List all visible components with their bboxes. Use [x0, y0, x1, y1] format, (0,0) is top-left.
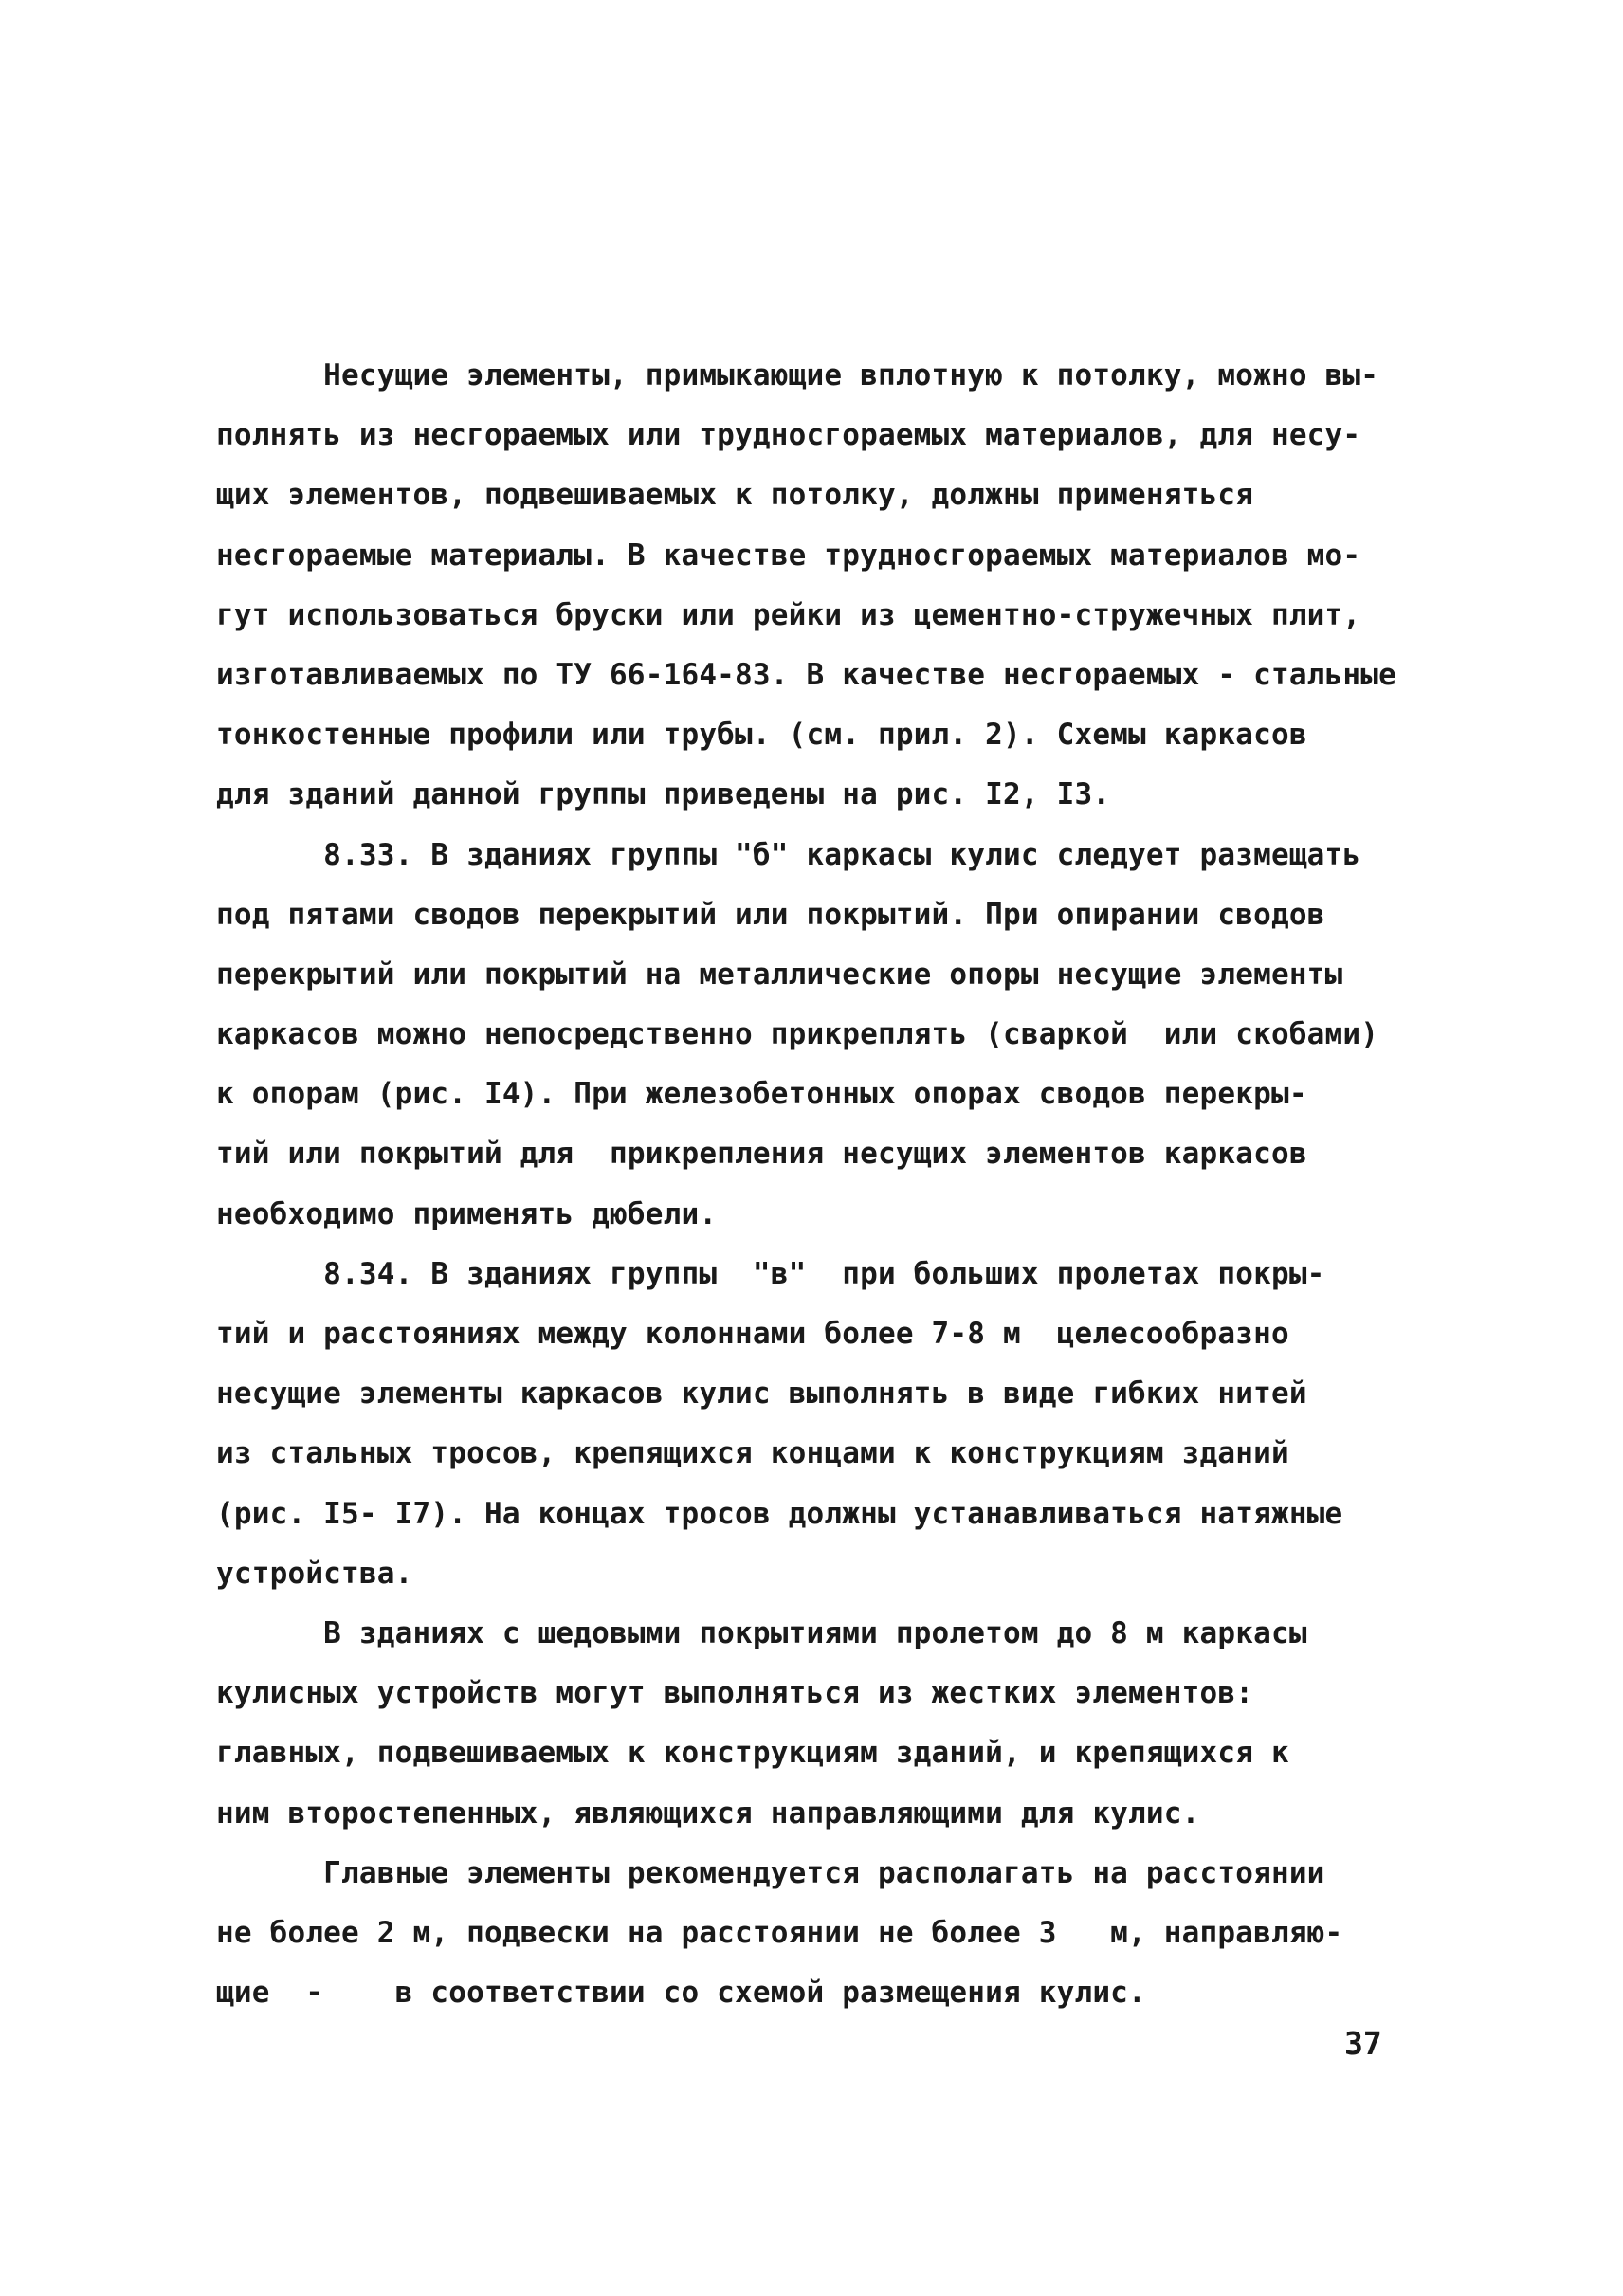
text-line: (рис. I5- I7). На концах тросов должны устанавливаться натяжные — [216, 1496, 1343, 1531]
text-line: для зданий данной группы приведены на рис. I2, I3. — [216, 777, 1111, 812]
text-line: устройства. — [216, 1556, 413, 1591]
text-line: Главные элементы рекомендуется располагать на расстоянии — [216, 1855, 1325, 1890]
text-line: щие - в соответствии со схемой размещения кулис. — [216, 1976, 1146, 2011]
text-line: необходимо применять дюбели. — [216, 1196, 718, 1231]
text-line: несущие элементы каркасов кулис выполнять в виде гибких нитей — [216, 1376, 1307, 1412]
text-line: главных, подвешиваемых к конструкциям зданий, и крепящихся к — [216, 1736, 1289, 1771]
text-line: под пятами сводов перекрытий или покрытий. При опирании сводов — [216, 897, 1325, 932]
text-line: тий и расстояниях между колоннами более 7-8 м целесообразно — [216, 1317, 1289, 1351]
text-line: не более 2 м, подвески на расстоянии не более 3 м, направляю- — [216, 1915, 1343, 1950]
text-line: 8.33. В зданиях группы "б" каркасы кулис следует размещать — [216, 837, 1361, 872]
text-line: 8.34. В зданиях группы "в" при больших пролетах покры- — [216, 1256, 1325, 1291]
text-line: кулисных устройств могут выполняться из жестких элементов: — [216, 1676, 1254, 1711]
text-line: щих элементов, подвешиваемых к потолку, должны применяться — [216, 478, 1254, 513]
text-line: каркасов можно непосредственно прикреплять (сваркой или скобами) — [216, 1017, 1379, 1052]
page-number: 37 — [1344, 2025, 1382, 2062]
text-line: тонкостенные профили или трубы. (см. прил. 2). Схемы каркасов — [216, 718, 1307, 753]
text-line: полнять из несгораемых или трудносгораемых материалов, для несу- — [216, 418, 1361, 453]
text-line: В зданиях с шедовыми покрытиями пролетом до 8 м каркасы — [216, 1615, 1307, 1650]
text-line: из стальных тросов, крепящихся концами к конструкциям зданий — [216, 1436, 1289, 1471]
text-line: перекрытий или покрытий на металлические опоры несущие элементы — [216, 957, 1343, 992]
text-line: гут использоваться бруски или рейки из цементно-стружечных плит, — [216, 597, 1361, 632]
body-text — [216, 346, 1449, 2023]
text-line: тий или покрытий для прикрепления несущих элементов каркасов — [216, 1137, 1307, 1172]
text-line: ним второстепенных, являющихся направляющими для кулис. — [216, 1795, 1200, 1831]
text-line: Несущие элементы, примыкающие вплотную к потолку, можно вы- — [216, 358, 1379, 392]
text-line: несгораемые материалы. В качестве трудносгораемых материалов мо- — [216, 538, 1361, 573]
text-line: к опорам (рис. I4). При железобетонных опорах сводов перекры- — [216, 1077, 1307, 1112]
text-line: изготавливаемых по ТУ 66-164-83. В качестве несгораемых - стальные — [216, 657, 1396, 692]
